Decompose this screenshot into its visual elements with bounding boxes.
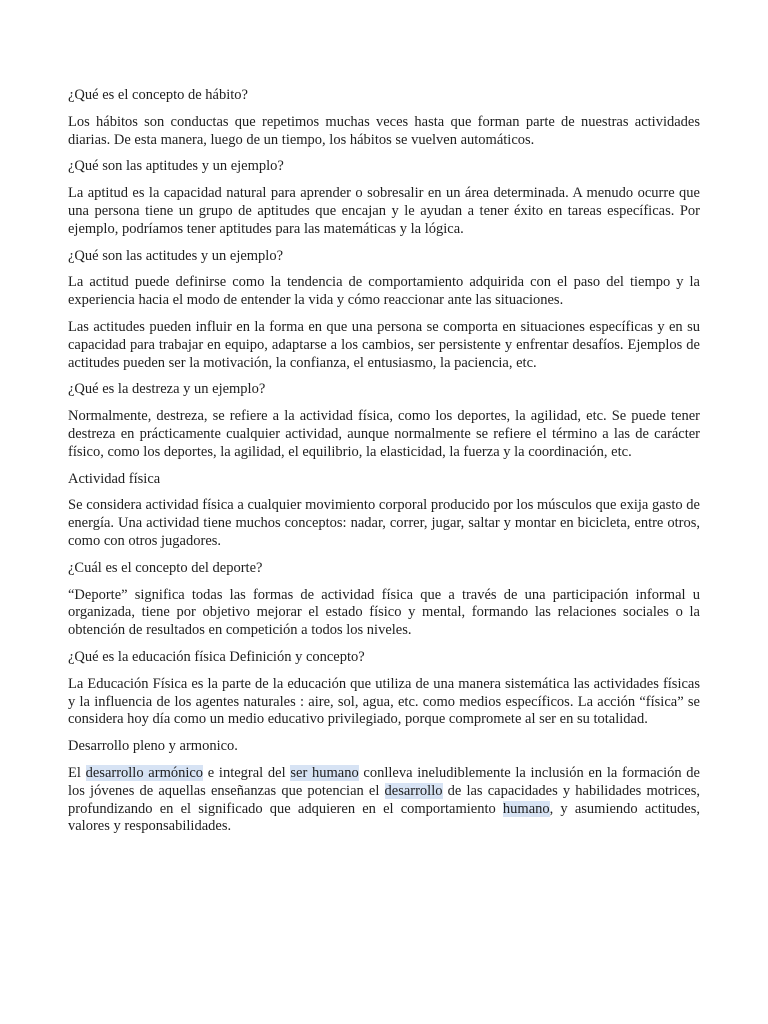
highlighted-text[interactable]: ser humano (290, 764, 359, 781)
question-heading: ¿Qué son las aptitudes y un ejemplo? (68, 158, 284, 175)
highlighted-text[interactable]: desarrollo armónico (85, 764, 204, 781)
paragraph: Las actitudes pueden influir en la forma en que una persona se comporta en situaciones específicas y en su capacidad para trabajar en equipo, adaptarse a los cambios, ser persistente y enfrentar desafíos. Ejemplos de actitudes pueden ser la motivación, la confianza, el entusiasmo, la paciencia, etc. (68, 318, 700, 371)
text-run: , y asumiendo actitudes, valores y responsabilidades. (68, 800, 700, 835)
question-heading: ¿Qué es la destreza y un ejemplo? (68, 381, 266, 398)
highlighted-text[interactable]: humano (502, 800, 550, 817)
final-paragraph (68, 765, 700, 836)
text-run: conlleva ineludiblemente la inclusión en la formación de los jóvenes de aquellas enseñanzas que potencian el (68, 764, 700, 799)
paragraph: Se considera actividad física a cualquier movimiento corporal producido por los músculos que exija gasto de energía. Una actividad tiene muchos conceptos: nadar, correr, jugar, saltar y montar en bicicleta, entre otros, como con otros jugadores. (68, 497, 700, 549)
paragraph: “Deporte” significa todas las formas de actividad física que a través de una participación informal u organizada, tiene por objetivo mejorar el estado físico y mental, formando las relaciones sociales o la obtención de resultados en competición a todos los niveles. (68, 586, 700, 639)
paragraph: Normalmente, destreza, se refiere a la actividad física, como los deportes, la agilidad, etc. Se puede tener destreza en prácticamente cualquier actividad, aunque normalmente se refiere el término a las de carácter físico, como los deportes, la agilidad, el equilibrio, la elasticidad, la fuerza y la coordinación, etc. (68, 408, 700, 460)
question-heading: ¿Qué es la educación física Definición y concepto? (68, 648, 365, 665)
paragraph: La aptitud es la capacidad natural para aprender o sobresalir en un área determinada. A menudo ocurre que una persona tiene un grupo de aptitudes que encajan y le ayudan a tener éxito en tareas específicas. Por ejemplo, podríamos tener aptitudes para las matemáticas y la lógica. (68, 185, 700, 237)
section-heading: Desarrollo pleno y armonico. (68, 738, 238, 755)
text-run: e integral del (203, 764, 291, 781)
document-page (68, 87, 700, 845)
highlighted-text[interactable]: desarrollo (384, 782, 443, 799)
section-heading: Actividad física (68, 470, 161, 487)
question-heading: ¿Qué es el concepto de hábito? (68, 87, 248, 103)
paragraph: La Educación Física es la parte de la educación que utiliza de una manera sistemática las actividades físicas y la influencia de los agentes naturales : aire, sol, agua, etc. como medios específicos. La acción “física” se considera hoy día como un medio educativo privilegiado, porque compromete al ser en su totalidad. (68, 675, 700, 728)
paragraph: La actitud puede definirse como la tendencia de comportamiento adquirida con el paso del tiempo y la experiencia hacia el modo de entender la vida y cómo reaccionar ante las situaciones. (68, 274, 700, 309)
text-run: de las capacidades y habilidades motrices, profundizando en el significado que adquieren en el comportamiento (68, 782, 701, 817)
paragraph: Los hábitos son conductas que repetimos muchas veces hasta que forman parte de nuestras actividades diarias. De esta manera, luego de un tiempo, los hábitos se vuelven automáticos. (68, 113, 700, 148)
question-heading: ¿Qué son las actitudes y un ejemplo? (68, 247, 284, 264)
question-heading: ¿Cuál es el concepto del deporte? (68, 559, 263, 576)
text-run: El (68, 764, 86, 781)
